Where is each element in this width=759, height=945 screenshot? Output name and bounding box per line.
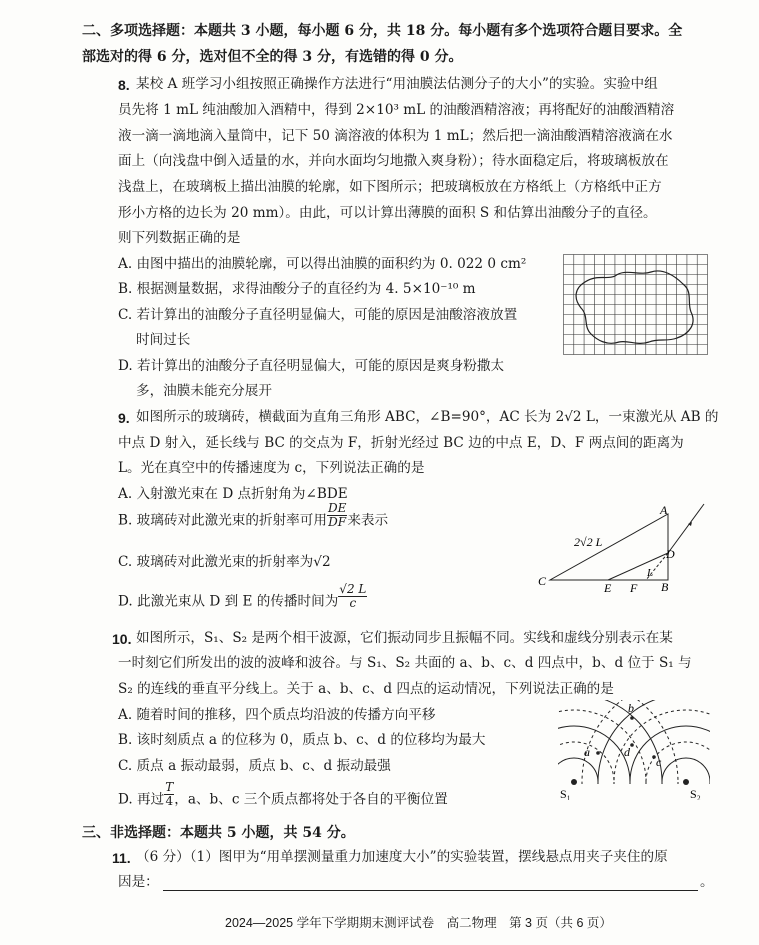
q9-option-b-denominator: DF [328, 514, 347, 529]
fig9-label-c: C [538, 574, 547, 588]
q9-option-b-numerator: DE [327, 501, 347, 515]
fig10-label-c: c [656, 755, 662, 769]
q8-stem-line3: 液一滴一滴地滴入量筒中，记下 50 滴溶液的体积为 1 mL；然后把一滴油酸酒精溶液滴在水 [118, 128, 673, 144]
fig10-label-d: d [624, 745, 630, 759]
q9-stem-line1: 如图所示的玻璃砖，横截面为直角三角形 ABC，∠B=90°，AC 长为 2√2 L，一束激光从 AB 的 [136, 409, 719, 425]
q10-option-d-denominator: 4 [165, 793, 174, 808]
fig9-label-a: A [660, 503, 668, 517]
q8-number: 8. [118, 77, 130, 93]
fig9-label-e: E [604, 581, 612, 595]
q10-number: 10. [112, 631, 132, 647]
q9-option-a: A. 入射激光束在 D 点折射角为∠BDE [118, 486, 348, 502]
q8-option-d-line2: 多，油膜未能充分展开 [136, 383, 272, 399]
fig9-label-l: L [647, 567, 654, 579]
q11-blank-end: 。 [700, 874, 714, 890]
fig9-label-d: D [666, 547, 675, 561]
q8-stem-line1: 某校 A 班学习小组按照正确操作方法进行“用油膜法估测分子的大小”的实验。实验中组 [136, 76, 658, 92]
q8-stem-line2: 员先将 1 mL 纯油酸加入酒精中，得到 2×10³ mL 的油酸酒精溶液；再将配好的油酸酒精溶 [118, 102, 675, 118]
wave-interference-figure [558, 700, 710, 800]
q8-stem-line6: 形小方格的边长为 20 mm）。由此，可以计算出薄膜的面积 S 和估算出油酸分子的直径。 [118, 205, 657, 221]
q9-option-d-denominator: c [349, 595, 357, 610]
q10-option-d-suffix: ，a、b、c 三个质点都将处于各自的平衡位置 [174, 791, 448, 808]
q11-number: 11. [112, 850, 131, 866]
q10-option-a: A. 随着时间的推移，四个质点均沿波的传播方向平移 [118, 707, 436, 723]
q9-option-d-numerator: √2 L [339, 582, 367, 596]
fig10-label-s2: S₂ [690, 787, 701, 800]
oil-film-grid-figure [563, 254, 709, 356]
q8-option-a: A. 由图中描出的油膜轮廓，可以得出油膜的面积约为 0. 022 0 cm² [118, 256, 527, 272]
q8-option-c-line2: 时间过长 [136, 332, 191, 348]
q9-option-c: C. 玻璃砖对此激光束的折射率为√2 [118, 554, 331, 570]
q9-option-d-text: D. 此激光束从 D 到 E 的传播时间为 [118, 593, 339, 610]
q10-option-b: B. 该时刻质点 a 的位移为 0，质点 b、c、d 的位移均为最大 [118, 732, 486, 748]
q8-stem-line5: 浅盘上，在玻璃板上描出油膜的轮廓，如下图所示；把玻璃板放在方格纸上（方格纸中正方 [118, 179, 662, 195]
q10-option-d [118, 780, 448, 808]
q9-option-b-suffix: 来表示 [347, 512, 389, 529]
q11-answer-blank[interactable] [163, 890, 698, 891]
fig9-label-ac: 2√2 L [574, 535, 603, 549]
fig10-label-s1: S₁ [560, 787, 571, 800]
q10-option-d-text: D. 再过 [118, 791, 165, 808]
q9-option-b-text: B. 玻璃砖对此激光束的折射率可用 [118, 512, 327, 529]
glass-prism-figure [528, 500, 708, 600]
section3-header: 三、非选择题：本题共 5 小题，共 54 分。 [82, 825, 355, 841]
q11-stem-line1: （6 分）（1）图甲为“用单摆测量重力加速度大小”的实验装置，摆线悬点用夹子夹住的原 [136, 849, 668, 865]
q8-stem-line4: 面上（向浅盘中倒入适量的水，并向水面均匀地撒入爽身粉）；待水面稳定后，将玻璃板放在 [118, 153, 669, 169]
q8-option-c-line1: C. 若计算出的油酸分子直径明显偏大，可能的原因是油酸溶液放置 [118, 307, 518, 323]
q9-option-d-fraction [338, 583, 367, 609]
q10-option-d-numerator: T [165, 780, 174, 794]
fig9-label-f: F [630, 581, 638, 595]
fig9-label-b: B [661, 580, 669, 594]
q8-option-d-line1: D. 若计算出的油酸分子直径明显偏大，可能的原因是爽身粉撒太 [118, 358, 505, 374]
q10-option-c: C. 质点 a 振动最弱，质点 b、c、d 振动最强 [118, 758, 391, 774]
q9-option-d [118, 582, 367, 610]
section2-header-line1: 二、多项选择题：本题共 3 小题，每小题 6 分，共 18 分。每小题有多个选项符合题目要求。全 [82, 23, 683, 39]
page-footer: 2024—2025 学年下学期期末测评试卷 高二物理 第 3 页（共 6 页） [225, 916, 612, 930]
fig10-label-a: a [584, 745, 590, 759]
q9-stem-line3: L。光在真空中的传播速度为 c，下列说法正确的是 [118, 460, 425, 476]
q10-stem-line3: S₂ 的连线的垂直平分线上。关于 a、b、c、d 四点的运动情况，下列说法正确的是 [118, 681, 614, 697]
fig10-label-b: b [628, 701, 634, 715]
q9-option-b [118, 501, 389, 529]
q8-stem-line7: 则下列数据正确的是 [118, 230, 241, 246]
q9-option-b-fraction [327, 502, 347, 528]
q9-stem-line2: 中点 D 射入，延长线与 BC 的交点为 F，折射光经过 BC 边的中点 E，D、F 两点间的距离为 [118, 435, 684, 451]
q9-number: 9. [118, 410, 130, 426]
oil-film-outline [576, 271, 693, 343]
q10-option-d-fraction [164, 781, 174, 807]
section2-header-line2: 部选对的得 6 分，选对但不全的得 3 分，有选错的得 0 分。 [82, 49, 463, 65]
q11-stem-line2: 因是： [118, 874, 159, 890]
q8-option-b: B. 根据测量数据，求得油酸分子的直径约为 4. 5×10⁻¹⁰ m [118, 281, 476, 297]
q10-stem-line2: 一时刻它们所发出的波的波峰和波谷。与 S₁、S₂ 共面的 a、b、c、d 四点中，b、d 位于 S₁ 与 [118, 655, 692, 671]
q10-stem-line1: 如图所示，S₁、S₂ 是两个相干波源，它们振动同步且振幅不同。实线和虚线分别表示在某 [136, 630, 673, 646]
